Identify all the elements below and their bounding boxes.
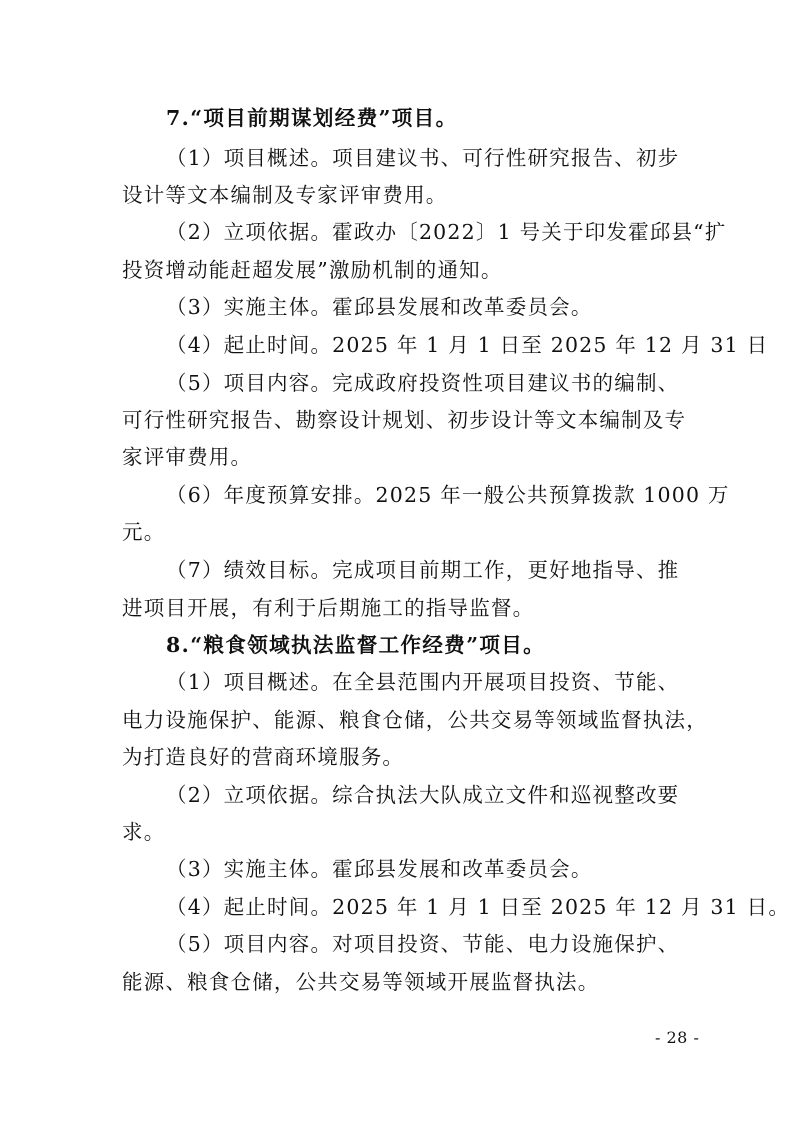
page-number: - 28 - — [655, 1028, 700, 1047]
paragraph-line: 能源、粮食仓储，公共交易等领域开展监督执法。 — [122, 970, 600, 994]
paragraph-line: （2）立项依据。综合执法大队成立文件和巡视整改要 — [166, 783, 680, 807]
paragraph-line: 家评审费用。 — [122, 445, 253, 469]
paragraph-line: （1）项目概述。在全县范围内开展项目投资、节能、 — [166, 670, 680, 694]
paragraph-line: 进项目开展，有利于后期施工的指导监督。 — [122, 596, 535, 620]
section-heading-8: 8.“粮食领域执法监督工作经费”项目。 — [166, 633, 546, 657]
paragraph-line: （7）绩效目标。完成项目前期工作，更好地指导、推 — [166, 558, 680, 582]
paragraph-line: 电力设施保护、能源、粮食仓储，公共交易等领域监督执法， — [122, 708, 708, 732]
paragraph-line: 为打造良好的营商环境服务。 — [122, 745, 405, 769]
paragraph-line: 投资增动能赶超发展”激励机制的通知。 — [122, 258, 503, 282]
paragraph-line: （2）立项依据。霍政办〔2022〕1 号关于印发霍邱县“扩 — [166, 220, 727, 244]
paragraph-line: （4）起止时间。2025 年 1 月 1 日至 2025 年 12 月 31 日 — [166, 333, 769, 357]
paragraph-line: （5）项目内容。完成政府投资性项目建议书的编制、 — [166, 371, 680, 395]
paragraph-line: （3）实施主体。霍邱县发展和改革委员会。 — [166, 857, 593, 881]
paragraph-line: （5）项目内容。对项目投资、节能、电力设施保护、 — [166, 932, 680, 956]
paragraph-line: 元。 — [122, 520, 166, 544]
paragraph-line: 求。 — [122, 820, 166, 844]
paragraph-line: （1）项目概述。项目建议书、可行性研究报告、初步 — [166, 146, 680, 170]
paragraph-line: （3）实施主体。霍邱县发展和改革委员会。 — [166, 295, 593, 319]
paragraph-line: 设计等文本编制及专家评审费用。 — [122, 183, 448, 207]
paragraph-line: （4）起止时间。2025 年 1 月 1 日至 2025 年 12 月 31 日。 — [166, 895, 791, 919]
paragraph-line: 可行性研究报告、勘察设计规划、初步设计等文本编制及专 — [122, 408, 687, 432]
section-heading-7: 7.“项目前期谋划经费”项目。 — [166, 106, 458, 130]
paragraph-line: （6）年度预算安排。2025 年一般公共预算拨款 1000 万 — [166, 483, 730, 507]
